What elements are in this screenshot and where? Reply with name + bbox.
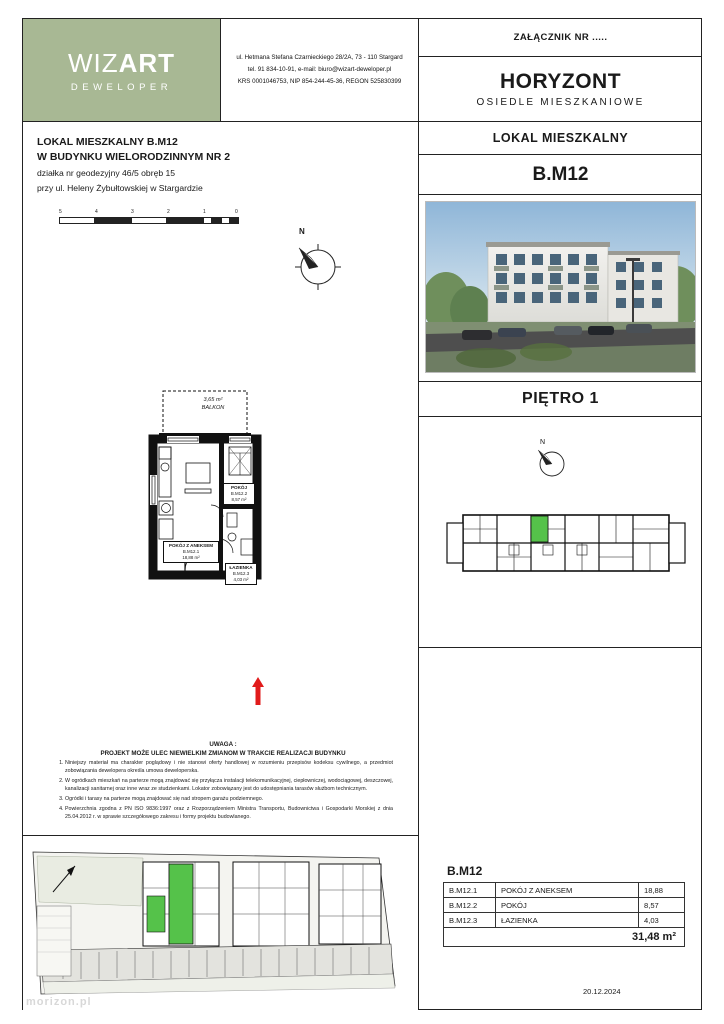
note-item: 4. Powierzchnia zgodna z PN ISO 9836:1997 oraz z Rozporządzeniem Ministra Transportu, Budownictwa i Gospodarki Morskiej z dnia 25.04.2012 r. w sprawie szczegółowego zakresu i formy projektu budowlanego. [65,806,393,822]
area-table-code: B.M12 [447,864,483,878]
scale-label-3: 2 [167,209,170,215]
room-3-area: 4,03 m² [233,577,249,583]
arrow-up-icon [251,677,265,705]
address-line-3: KRS 0001046753, NIP 854-244-45-36, REGON 525830399 [237,77,402,85]
entrance-arrow [251,677,265,705]
site-plan-drawing [23,836,419,1010]
document-date: 20.12.2024 [583,987,621,996]
floor-label: PIĘTRO 1 [419,381,702,417]
keyplan-compass-icon [538,439,564,476]
scale-label-2: 3 [131,209,134,215]
row-1-name: POKÓJ Z ANEKSEM [496,883,639,898]
floor-plan-drawing [141,389,341,655]
unit-title-line-3: działka nr geodezyjny 46/5 obręb 15 [37,168,176,179]
room-2-area: 8,57 m² [231,497,247,503]
table-row [444,898,685,913]
highlighted-unit [531,516,548,542]
row-2-no: B.M12.2 [444,898,496,913]
area-table-block [443,864,685,947]
row-2-name: POKÓJ [496,898,639,913]
room-3-code: B.M12.3 [232,571,250,577]
address-line-2: tel. 91 834-10-91, e-mail: biuro@wizart-deweloper.pl [247,66,392,74]
room-2-code: B.M12.2 [230,491,248,497]
room-1-name: POKÓJ Z ANEKSEM [168,543,214,548]
document-sheet [22,18,702,1010]
scale-label-5: 0 [235,209,238,215]
balkon-label: BALKON [201,404,225,411]
room-1-code: B.M12.1 [182,549,200,555]
company-address [221,19,419,121]
room-3-name: ŁAZIENKA [229,565,253,570]
watermark: morizon.pl [26,996,92,1008]
right-unit-code: B.M12 [419,155,702,195]
unit-title-line-1: LOKAL MIESZKALNY B.M12 [37,136,178,148]
site-highlighted-building [169,864,193,944]
room-1-area: 18,88 m² [182,555,200,561]
notes-block [53,741,393,824]
logo-text-art: ART [118,47,176,78]
brand-subtitle: OSIEDLE MIESZKANIOWE [476,97,645,108]
room-label-pokoj-z-aneksem [163,541,219,563]
room-label-lazienka [225,563,257,585]
row-3-no: B.M12.3 [444,913,496,928]
building-visualisation [425,201,696,373]
unit-title-line-4: przy ul. Heleny Żybułtowskiej w Stargardzie [37,182,203,193]
balkon-area: 3,65 m² [203,397,223,403]
site-plan [23,836,419,1010]
scale-bar [59,209,241,227]
row-1-no: B.M12.1 [444,883,496,898]
notes-title: UWAGA : [209,741,237,748]
area-table [443,882,685,928]
key-plan-drawing [419,417,702,647]
compass-rose [291,227,345,291]
compass-icon [291,239,345,291]
scale-label-1: 4 [95,209,98,215]
row-3-name: ŁAZIENKA [496,913,639,928]
room-label-pokoj [223,483,255,505]
right-lokal-label: LOKAL MIESZKALNY [419,121,702,155]
unit-title-block [37,135,377,194]
note-item: 2. W ogródkach mieszkań na parterze mogą znajdować się przyłącza instalacji telekomunikacyjnej, ciepłowniczej, wodociągowej, deszczowej, kanalizacji sanitarnej oraz inne wraz ze studzienkami. Lokator zobowiązany jest do udostępniania tarasów służbom technicznym. [65,778,393,794]
left-column [23,121,419,836]
unit-title-line-2: W BUDYNKU WIELORODZINNYM NR 2 [37,151,231,164]
svg-text:N: N [540,439,546,446]
building-render-image [426,202,695,372]
company-logo [23,19,221,121]
notes-heading: PROJEKT MOŻE ULEC NIEWIELKIM ZMIANOM W TRAKCIE REALIZACJI BUDYNKU [100,750,346,757]
room-2-name: POKÓJ [230,485,248,490]
scale-label-0: 5 [59,209,62,215]
attachment-number: ZAŁĄCZNIK NR ..... [419,19,702,57]
address-line-1: ul. Hetmana Stefana Czarnieckiego 28/2A, 73 - 110 Stargard [236,54,403,62]
row-1-area: 18,88 [639,883,685,898]
table-row [444,913,685,928]
logo-text-wiz: WIZ [67,47,119,78]
note-item: 3. Ogródki i tarasy na parterze mogą znajdować się nad stropem garażu podziemnego. [65,796,393,804]
note-item: 1. Niniejszy materiał ma charakter poglądowy i nie stanowi oferty handlowej w rozumieniu przepisów kodeksu cywilnego, a przedmiot zobowiązania dewelopera określa umowa deweloperska. [65,760,393,776]
brand-title: HORYZONT [499,70,622,93]
total-area: 31,48 m² [443,928,685,947]
scale-label-4: 1 [203,209,206,215]
table-row [444,883,685,898]
site-highlighted-segment-2 [147,896,165,932]
row-3-area: 4,03 [639,913,685,928]
right-bottom-divider [419,647,702,648]
building-key-plan [419,417,702,647]
row-2-area: 8,57 [639,898,685,913]
compass-north-label: N [299,227,305,236]
logo-subtitle: DEWELOPER [70,81,173,93]
project-brand [419,57,702,121]
apartment-floor-plan [141,389,341,649]
